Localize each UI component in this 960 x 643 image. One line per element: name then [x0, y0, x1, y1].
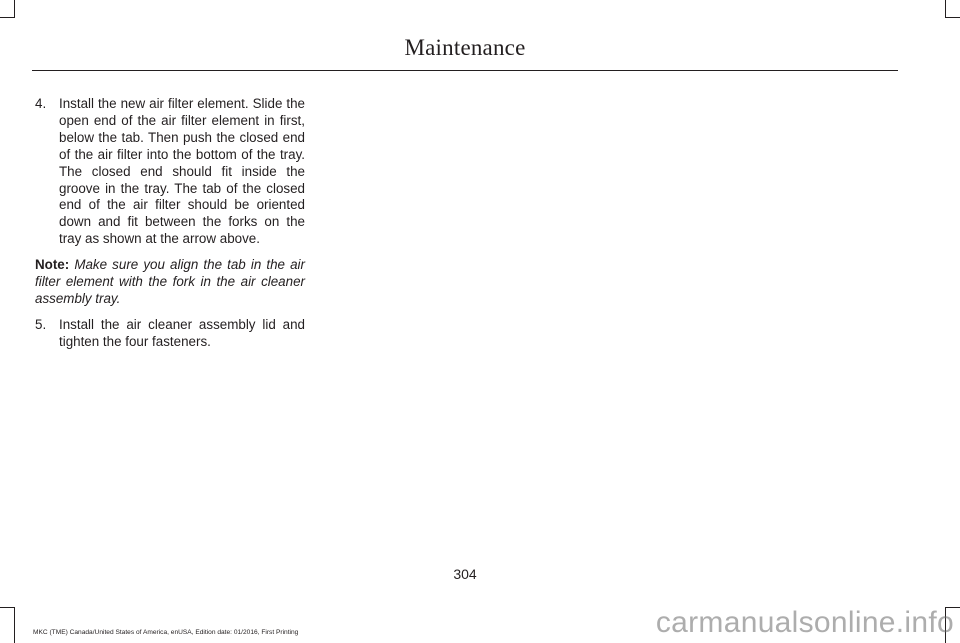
step-item	[35, 317, 305, 351]
watermark: carmanualsonline.info	[655, 606, 954, 639]
crop-mark	[0, 17, 15, 18]
step-text: Install the new air filter element. Slide the open end of the air filter element in first, below the tab. Then push the closed end of the air filter into the bottom of the tray. The closed end should fit inside the groove in the tray. The tab of the closed end of the air filter should be oriented down and fit between the forks on the tray as shown at the arrow above.	[59, 96, 305, 247]
step-text: Install the air cleaner assembly lid and tighten the four fasteners.	[59, 316, 305, 349]
note-paragraph	[35, 257, 305, 308]
crop-mark	[0, 607, 15, 608]
crop-mark	[945, 0, 946, 18]
step-number: 5.	[35, 316, 47, 332]
note-label: Note:	[35, 257, 70, 273]
step-number: 4.	[35, 96, 47, 111]
step-item	[35, 96, 305, 248]
content-column	[35, 96, 305, 351]
edition-footer: MKC (TME) Canada/United States of America, enUSA, Edition date: 01/2016, First Printing	[33, 629, 299, 636]
page-number: 304	[453, 566, 477, 582]
note-text: Make sure you align the tab in the air filter element with the fork in the air cleaner assembly tray.	[35, 257, 305, 306]
crop-mark	[945, 17, 960, 18]
header-divider	[32, 70, 898, 71]
section-title: Maintenance	[404, 35, 526, 60]
crop-mark	[14, 607, 15, 643]
crop-mark	[14, 0, 15, 18]
